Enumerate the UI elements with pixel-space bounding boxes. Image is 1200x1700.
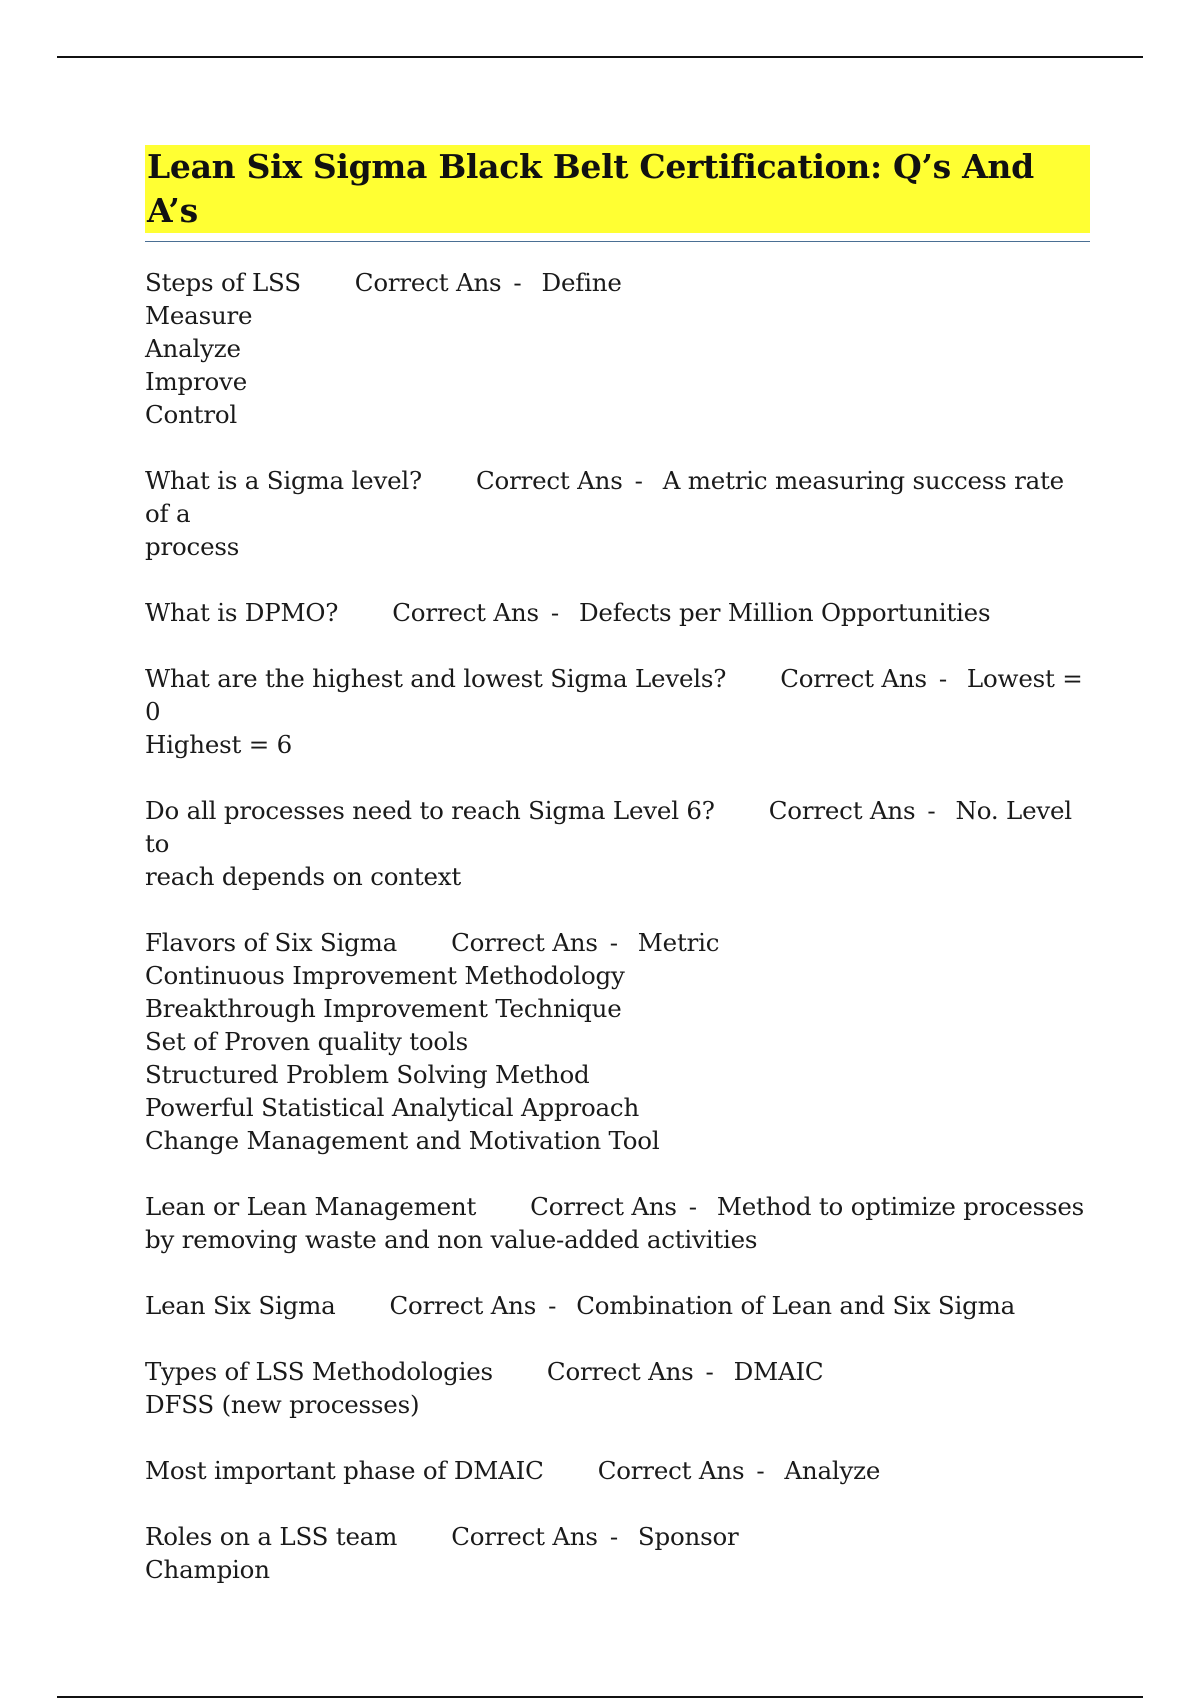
answer-text: Combination of Lean and Six Sigma (576, 1291, 1016, 1320)
title-block (145, 145, 1090, 242)
answer-text: DMAIC (733, 1357, 824, 1386)
qa-first-line (145, 1289, 1090, 1322)
answer-text: Metric (637, 928, 720, 957)
qa-first-line (145, 1355, 1090, 1388)
correct-answer-label: Correct Ans (475, 466, 623, 495)
question-text: Most important phase of DMAIC (145, 1456, 544, 1485)
answer-continuation-line: Set of Proven quality tools (145, 1027, 468, 1056)
qa-item (145, 1520, 1090, 1586)
document-body (145, 145, 1090, 1619)
correct-answer-label: Correct Ans (389, 1291, 537, 1320)
question-text: What is DPMO? (145, 598, 339, 627)
qa-item (145, 596, 1090, 629)
correct-answer-label: Correct Ans (768, 796, 916, 825)
qa-first-line (145, 1190, 1090, 1223)
answer-continuation-line: process (145, 532, 240, 561)
answer-continuation-line: Improve (145, 367, 247, 396)
question-text: Lean or Lean Management (145, 1192, 477, 1221)
document-title: Lean Six Sigma Black Belt Certification: Q’s And A’s (145, 145, 1090, 233)
answer-separator: - (688, 1192, 697, 1221)
question-text: Roles on a LSS team (145, 1522, 398, 1551)
correct-answer-label: Correct Ans (451, 1522, 598, 1551)
qa-item (145, 794, 1090, 893)
answer-continuation-line: Change Management and Motivation Tool (145, 1126, 660, 1155)
answer-separator: - (513, 268, 522, 297)
answer-separator: - (634, 466, 643, 495)
correct-answer-label: Correct Ans (354, 268, 502, 297)
answer-text: Defects per Million Opportunities (578, 598, 991, 627)
qa-first-line (145, 926, 1090, 959)
answer-separator: - (609, 1522, 618, 1551)
page-top-rule (57, 56, 1143, 58)
correct-answer-label: Correct Ans (451, 928, 598, 957)
answer-continuation-line: reach depends on context (145, 862, 462, 891)
qa-first-line (145, 1520, 1090, 1553)
qa-item (145, 662, 1090, 761)
answer-text: No. Level to (145, 796, 1072, 858)
qa-item (145, 266, 1090, 431)
question-text: Steps of LSS (145, 268, 301, 297)
answer-separator: - (705, 1357, 714, 1386)
qa-list (145, 266, 1090, 1586)
page-bottom-rule (57, 1696, 1143, 1698)
qa-first-line (145, 596, 1090, 629)
question-text: Do all processes need to reach Sigma Level 6? (145, 796, 715, 825)
answer-continuation-line: Continuous Improvement Methodology (145, 961, 625, 990)
answer-text: Sponsor (637, 1522, 739, 1551)
answer-continuation-line: Measure (145, 301, 253, 330)
qa-first-line (145, 266, 1090, 299)
answer-text: Lowest = 0 (145, 664, 1083, 726)
qa-first-line (145, 1454, 1090, 1487)
answer-text: Define (541, 268, 622, 297)
answer-separator: - (609, 928, 618, 957)
qa-item (145, 1289, 1090, 1322)
answer-continuation-line: by removing waste and non value-added activities (145, 1225, 758, 1254)
question-text: What are the highest and lowest Sigma Levels? (145, 664, 727, 693)
answer-continuation-line: Breakthrough Improvement Technique (145, 994, 622, 1023)
answer-separator: - (756, 1456, 765, 1485)
question-text: Lean Six Sigma (145, 1291, 336, 1320)
answer-separator: - (550, 598, 559, 627)
answer-text: Analyze (784, 1456, 881, 1485)
answer-separator: - (938, 664, 947, 693)
answer-continuation-line: Powerful Statistical Analytical Approach (145, 1093, 640, 1122)
correct-answer-label: Correct Ans (780, 664, 927, 693)
answer-separator: - (927, 796, 936, 825)
correct-answer-label: Correct Ans (392, 598, 539, 627)
qa-item (145, 1454, 1090, 1487)
correct-answer-label: Correct Ans (530, 1192, 677, 1221)
answer-continuation-line: Highest = 6 (145, 730, 293, 759)
answer-separator: - (548, 1291, 557, 1320)
correct-answer-label: Correct Ans (597, 1456, 745, 1485)
answer-continuation-line: Champion (145, 1555, 270, 1584)
qa-first-line (145, 794, 1090, 860)
qa-first-line (145, 464, 1090, 530)
qa-item (145, 1355, 1090, 1421)
qa-item (145, 464, 1090, 563)
answer-text: Method to optimize processes (716, 1192, 1085, 1221)
answer-continuation-line: Control (145, 400, 238, 429)
answer-text: A metric measuring success rate of a (145, 466, 1064, 528)
correct-answer-label: Correct Ans (546, 1357, 694, 1386)
qa-item (145, 1190, 1090, 1256)
answer-continuation-line: Analyze (145, 334, 241, 363)
question-text: Flavors of Six Sigma (145, 928, 398, 957)
qa-item (145, 926, 1090, 1157)
qa-first-line (145, 662, 1090, 728)
answer-continuation-line: Structured Problem Solving Method (145, 1060, 590, 1089)
question-text: Types of LSS Methodologies (145, 1357, 493, 1386)
answer-continuation-line: DFSS (new processes) (145, 1390, 420, 1419)
question-text: What is a Sigma level? (145, 466, 422, 495)
